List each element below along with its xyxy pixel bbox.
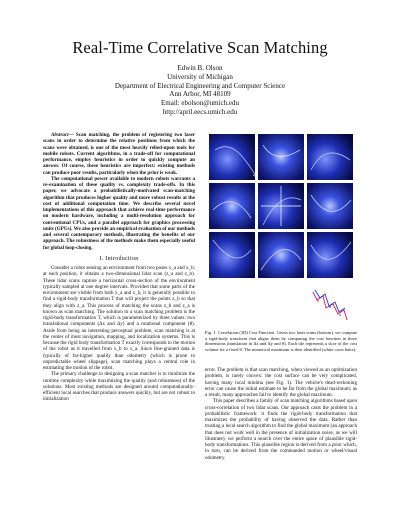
abstract bbox=[43, 132, 195, 251]
abstract-paragraph bbox=[43, 132, 195, 176]
affiliation-line: University of Michigan bbox=[167, 72, 233, 81]
right-column bbox=[205, 367, 357, 461]
cost-slice-grid bbox=[209, 134, 353, 278]
affiliation-line: Department of Electrical Engineering and Computer Science bbox=[114, 81, 286, 90]
figure-cost-function bbox=[205, 130, 357, 325]
laser-scans bbox=[313, 290, 347, 320]
author-email: Email: ebolson@umich.edu bbox=[161, 99, 239, 108]
abstract-text: — Scan matching, the problem of registering two laser scans in order to determine the relative positions from which the scans were obtained, is one of the most heavily relied-upon tools for mobile robots. Current algorithms, in a trade-off for computational performance, employ heuristics in order to quickly compute an answer. Of course, these heuristics are imperfect: existing methods can produce poor results, particularly when the prior is weak. bbox=[43, 132, 195, 176]
figure-caption: Fig. 1. Correlation (3D) Cost Function. Given two laser scans (bottom), we compute a rigid-body transform that aligns them by computing the cost function in three dimensions (translation in Δx and Δy and θ). Each tile represents a slice of the cost volume for a fixed θ. The numerical maximum is then identified (white cross hairs). bbox=[205, 330, 357, 352]
author-name: Edwin B. Olson bbox=[177, 64, 223, 72]
body-paragraph: The primary challenge in designing a scan matcher is to minimize the runtime complexity while maximizing the quality (and robustness) of the solutions. Most existing methods are designed around computationally-efficient local searches that produce answers quickly, but are not robust to initialization bbox=[43, 371, 195, 403]
body-paragraph: Consider a robot sensing an environment from two poses x_a and x_b; at each position, it obtains a two-dimensional lidar scan (z_a and z_b). These lidar scans capture a horizontal cross-section of the environment typically sampled at one degree intervals. Provided that some parts of the environment are visible from both x_a and x_b, it is generally possible to find a rigid-body transformation T that will project the points z_b so that they align with z_a. This process of matching the scans z_b and z_a is known as scan matching. The solution to a scan matching problem is the rigid-body transformation T, which is parameterized by three values: two translational components (Δx and Δy) and a rotational component (θ). Aside from being an interesting perceptual problem, scan matching is at the center of most navigation, mapping, and localization systems. This is because the rigid body transformation T exactly corresponds to the motion of the robot as it travelled from x_b to x_a. Since fine-grained data is typically of far-higher quality than odometry (which is prone to unpredictable wheel slippage), scan matching plays a central role in estimating the motion of the robot. bbox=[43, 265, 195, 371]
figure-image bbox=[205, 130, 357, 325]
author-block bbox=[0, 64, 400, 117]
body-paragraph: error. The problem is that scan matching, when viewed as an optimization problem, is rarely convex: the cost surface can be very complicated, having many local minima (see Fig. 1). The vehicle's dead-reckoning error can cause the initial estimate to be far from the global maximum; as a result, many approaches fail to identify the global maximum. bbox=[205, 367, 357, 398]
introduction-left bbox=[43, 265, 195, 403]
paper-title: Real-Time Correlative Scan Matching bbox=[72, 38, 328, 57]
left-column bbox=[43, 132, 195, 403]
abstract-lead: Abstract bbox=[51, 132, 69, 138]
section-heading: I. Introduction bbox=[99, 255, 139, 262]
abstract-paragraph: The computational power available to modern robots warrants a re-examination of these quality vs. complexity trade-offs. In this paper, we advocate a probabilistically-motivated scan-matching algorithm that produces higher quality and more robust results at the cost of additional computation time. We describe several novel implementations of this approach that achieve real-time performance on modern hardware, including a multi-resolution approach for conventional CPUs, and a parallel approach for graphics processing units (GPUs). We also provide an empirical evaluation of our methods and several contemporary methods, illustrating the benefits of our approach. The robustness of the methods make them especially useful for global loop-closing. bbox=[43, 175, 195, 251]
affiliation-line: Ann Arbor, MI 48109 bbox=[169, 90, 231, 99]
introduction-right bbox=[205, 367, 357, 461]
body-paragraph: This paper describes a family of scan matching algorithms based upon cross-correlation of two lidar scans. Our approach casts the problem in a probabilistic framework: it finds the rigid-body transformation that maximizes the probability of having observed the data. Rather than trusting a local search algorithm to find the global maximum (an approach that does not work well in the presence of initialization noise, as we will illustrate), we perform a search over the entire space of plausible rigid-body transformations. This plausible region is derived from a prior which, in turn, can be derived from the commanded motion or wheel/visual odometry. bbox=[205, 398, 357, 461]
author-url[interactable]: http://april.eecs.umich.edu bbox=[162, 107, 238, 116]
